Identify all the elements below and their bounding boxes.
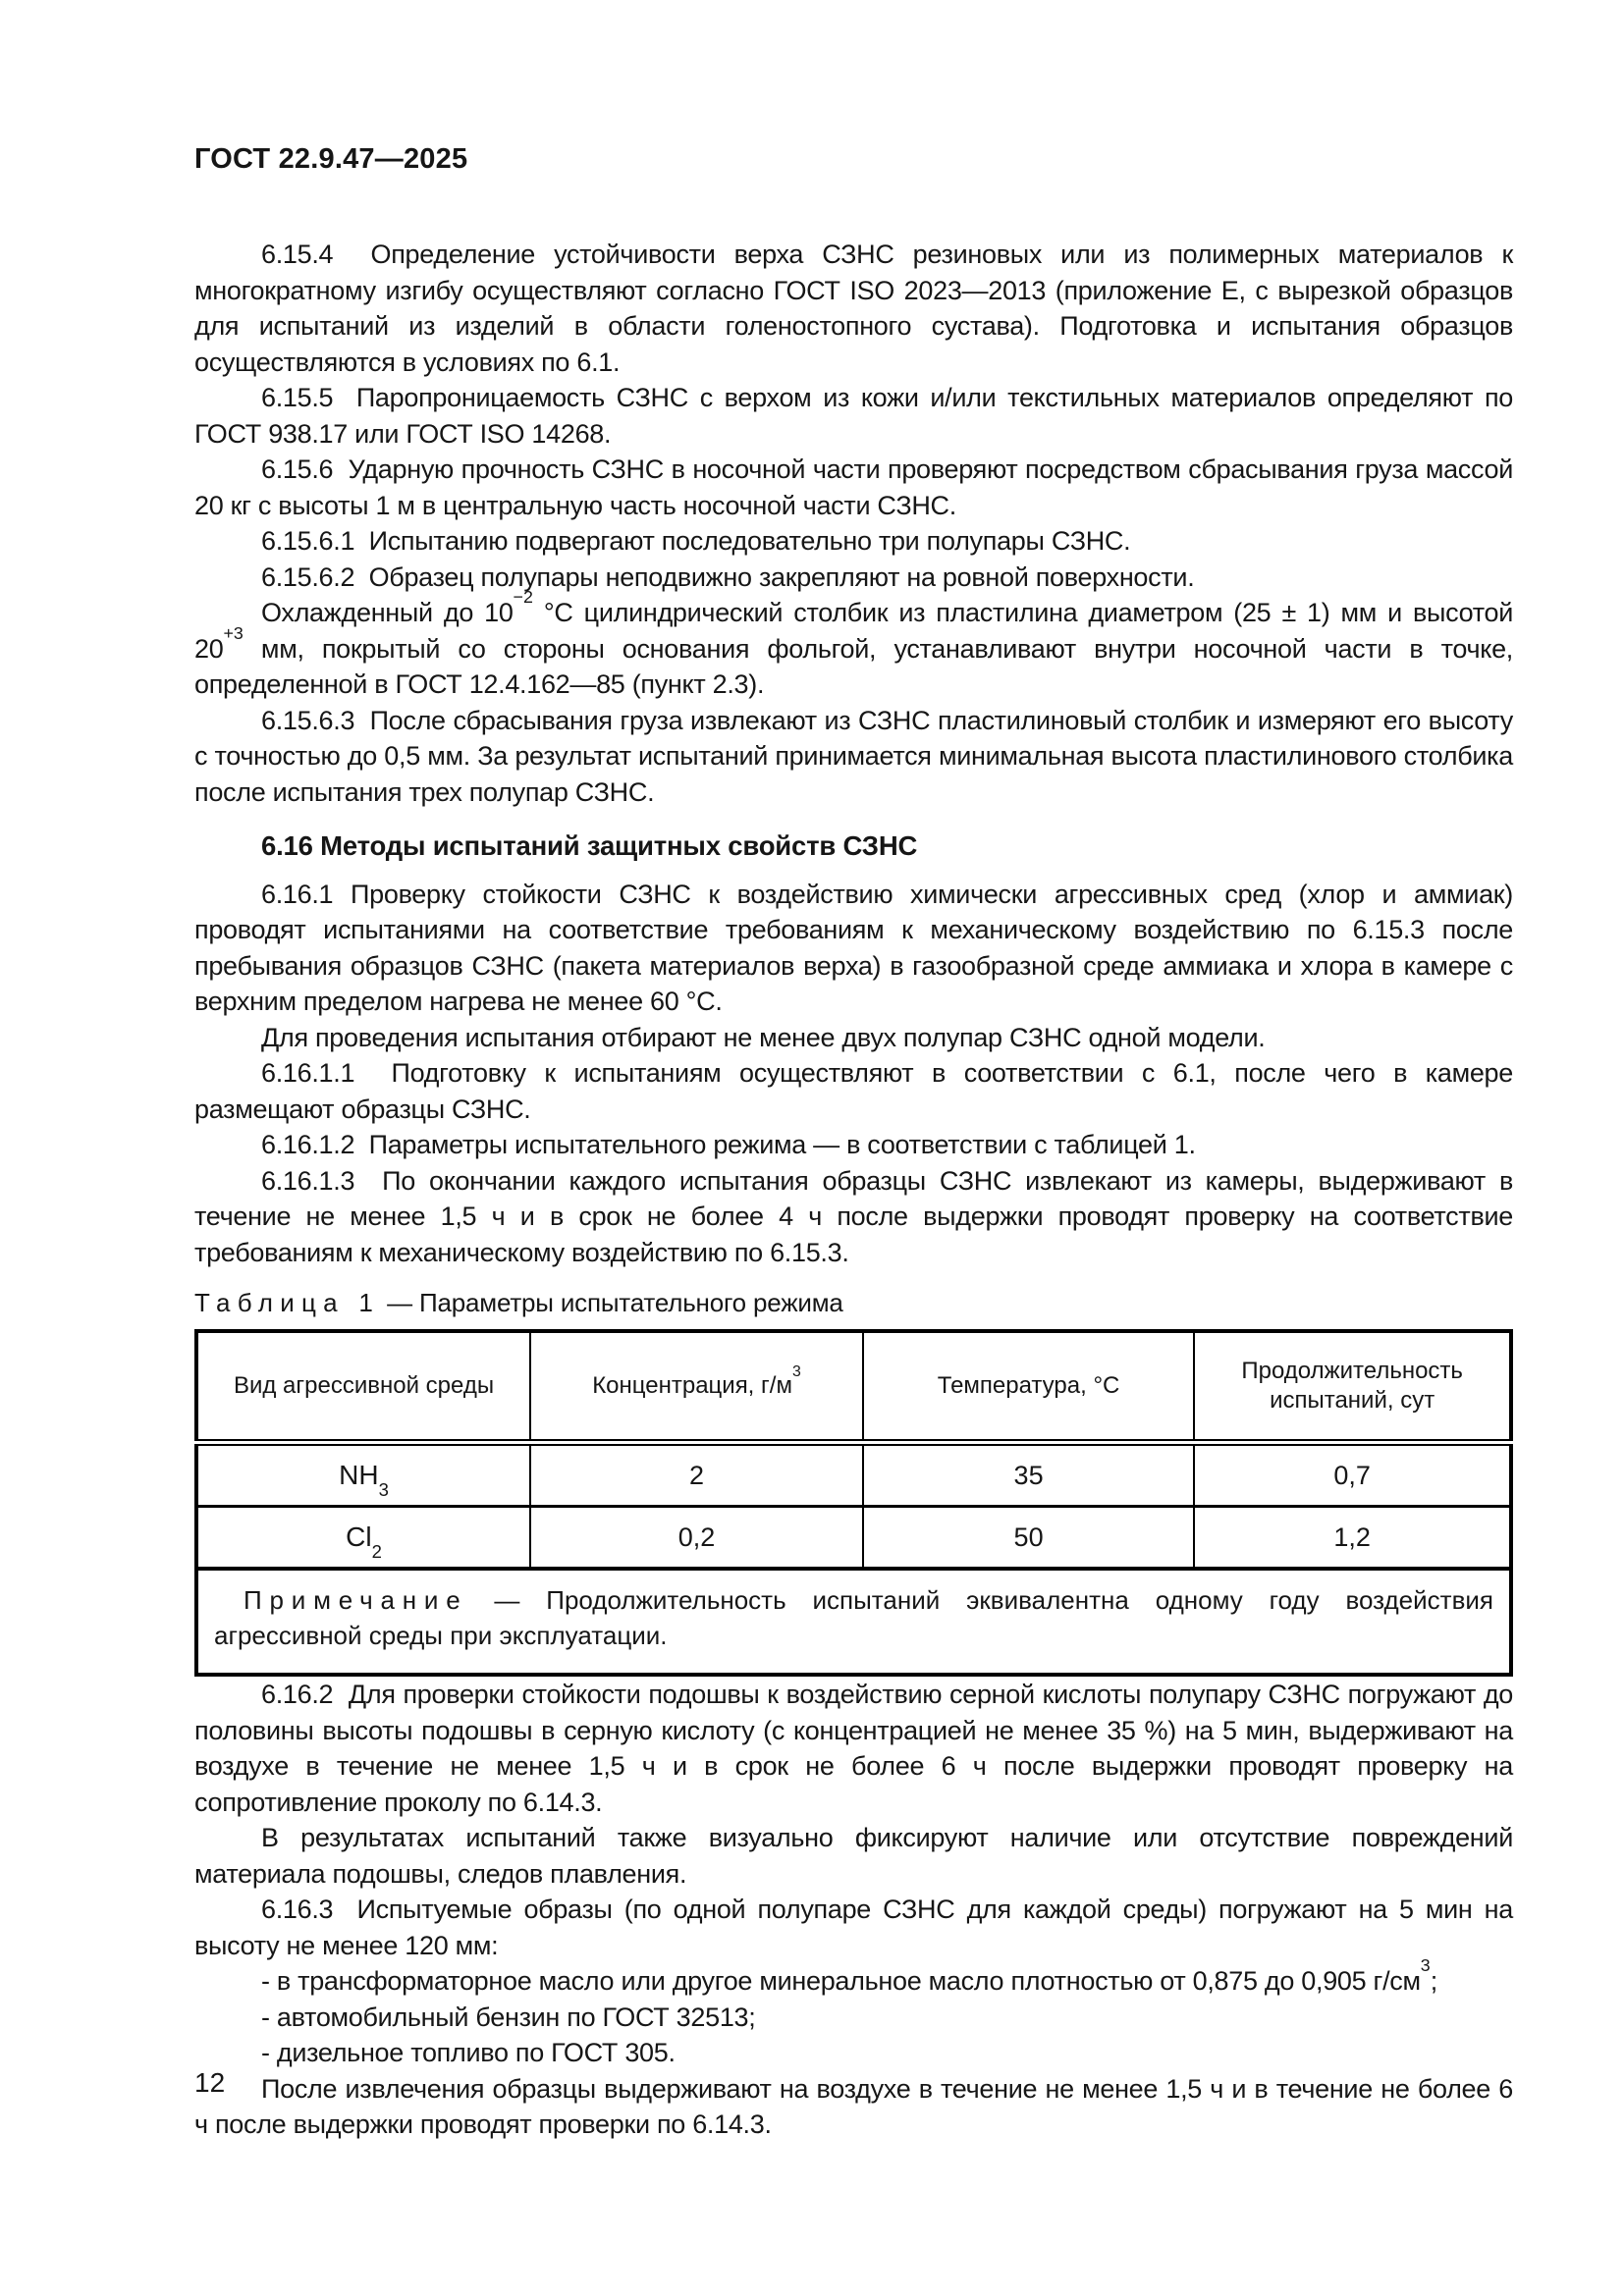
paragraph-6-16-3: 6.16.3 Испытуемые образы (по одной полупаре СЗНС для каждой среды) погружают на 5 мин на высоту не менее 120 мм: [194, 1895, 1513, 1960]
superscript-plus3: +3 [223, 622, 244, 643]
table1-caption [194, 1286, 1513, 1319]
standard-code: ГОСТ 22.9.47—2025 [194, 143, 468, 175]
cell-temperature: 35 [863, 1443, 1194, 1507]
list-item-diesel: - дизельное топливо по ГОСТ 305. [261, 2038, 676, 2067]
paragraph-visual-check: В результатах испытаний также визуально фиксируют наличие или отсутствие повреждений материала подошвы, следов плавления. [194, 1823, 1513, 1889]
paragraph-sample-selection: Для проведения испытания отбирают не менее двух полупар СЗНС одной модели. [261, 1022, 1266, 1052]
text-segment: Охлажденный до 10 [261, 598, 514, 627]
cell-temperature: 50 [863, 1507, 1194, 1570]
paragraph-6-15-4: 6.15.4 Определение устойчивости верха СЗНС резиновых или из полимерных материалов к многократному изгибу осуществляют согласно ГОСТ ISO 2023—2013 (приложение Е, с вырезкой образцов для испытаний из изделий в области голеностопного сустава). Подготовка и испытания образцов осуществляются в условиях по 6.1. [194, 240, 1513, 377]
table1-caption-label: Таблица 1 [194, 1288, 381, 1317]
text-segment: °С цилиндрический столбик из пластилина диаметром (25 ± 1) мм и высотой 20 [194, 598, 1513, 664]
col-header-medium: Вид агрессивной среды [196, 1331, 530, 1443]
superscript-minus2: −2 [513, 587, 533, 608]
cell-concentration: 2 [530, 1443, 863, 1507]
table-note-label: Примечание [244, 1585, 468, 1615]
paragraph-6-16-1-2: 6.16.1.2 Параметры испытательного режима — в соответствии с таблицей 1. [261, 1130, 1196, 1159]
page-number: 12 [194, 2067, 226, 2098]
paragraph-6-15-6-2: 6.15.6.2 Образец полупары неподвижно закрепляют на ровной поверхности. [261, 561, 1195, 592]
formula-subscript: 2 [371, 1540, 382, 1562]
cell-formula-nh3 [196, 1443, 530, 1507]
table-note-row [196, 1569, 1511, 1675]
text-segment: - в трансформаторное масло или другое минеральное масло плотностью от 0,875 до 0,905 г/см [261, 1966, 1421, 1996]
formula-base: Cl [346, 1522, 372, 1552]
text-segment: ; [1430, 1966, 1437, 1996]
formula-subscript: 3 [378, 1478, 389, 1500]
cell-duration: 0,7 [1194, 1443, 1511, 1507]
paragraph-6-16-2: 6.16.2 Для проверки стойкости подошвы к воздействию серной кислоты полупару СЗНС погружают до половины высоты подошвы в серную кислоту (с концентрацией не менее 35 %) на 5 мин, выдерживают на воздухе в течение не менее 1,5 ч и в срок не более 6 ч после выдержки проводят проверку на сопротивление проколу по 6.14.3. [194, 1680, 1513, 1817]
text-segment: мм, покрытый со стороны основания фольгой, устанавливают внутри носочной части в точке, определенной в ГОСТ 12.4.162—85 (пункт 2.3). [194, 633, 1513, 699]
paragraph-6-16-1: 6.16.1 Проверку стойкости СЗНС к воздействию химически агрессивных сред (хлор и аммиак) проводят испытаниями на соответствие требованиям к механическому воздействию по 6.15.3 после пребывания образцов СЗНС (пакета материалов верха) в газообразной среде аммиака и хлора в камере с верхним пределом нагрева не менее 60 °С. [194, 879, 1513, 1016]
table1-caption-title: — Параметры испытательного режима [380, 1288, 843, 1317]
superscript-3: 3 [791, 1363, 801, 1381]
paragraph-6-16-1-3: 6.16.1.3 По окончании каждого испытания образцы СЗНС извлекают из камеры, выдерживают в течение не менее 1,5 ч и в срок не более 4 ч после выдержки проводят проверку на соответствие требованиям к механическому воздействию по 6.15.3. [194, 1165, 1513, 1267]
list-item-oil [194, 1955, 1513, 2000]
paragraph-6-15-6-1: 6.15.6.1 Испытанию подвергают последовательно три полупары СЗНС. [261, 526, 1131, 556]
paragraph-6-15-5: 6.15.5 Паропроницаемость СЗНС с верхом из кожи и/или текстильных материалов определяют по ГОСТ 938.17 или ГОСТ ISO 14268. [194, 383, 1513, 449]
table-note [196, 1569, 1511, 1675]
cell-concentration: 0,2 [530, 1507, 863, 1570]
superscript-3: 3 [1420, 1955, 1431, 1976]
text-segment: Концентрация, г/м [592, 1372, 792, 1399]
table-row [196, 1507, 1511, 1570]
formula-base: NH [339, 1460, 379, 1490]
col-header-temperature: Температура, °С [863, 1331, 1194, 1443]
section-heading-6-16: 6.16 Методы испытаний защитных свойств СЗНС [261, 830, 918, 861]
paragraph-after-extraction: После извлечения образцы выдерживают на воздухе в течение не менее 1,5 ч и в течение не более 6 ч после выдержки проводят проверки по 6.14.3. [194, 2073, 1513, 2139]
col-header-concentration [530, 1331, 863, 1443]
cell-duration: 1,2 [1194, 1507, 1511, 1570]
table-row [196, 1443, 1511, 1507]
paragraph-6-15-6-3: 6.15.6.3 После сбрасывания груза извлекают из СЗНС пластилиновый столбик и измеряют его высоту с точностью до 0,5 мм. За результат испытаний принимается минимальная высота пластилинового столбика после испытания трех полупар СЗНС. [194, 705, 1513, 807]
table-header-row [196, 1331, 1511, 1443]
paragraph-cooled-cylinder [194, 587, 1513, 703]
cell-formula-cl2 [196, 1507, 530, 1570]
test-parameters-table [194, 1329, 1513, 1677]
page-body [194, 237, 1513, 2143]
paragraph-6-15-6: 6.15.6 Ударную прочность СЗНС в носочной части проверяют посредством сбрасывания груза массой 20 кг с высоты 1 м в центральную часть носочной части СЗНС. [194, 454, 1513, 520]
paragraph-6-16-1-1: 6.16.1.1 Подготовку к испытаниям осуществляют в соответствии с 6.1, после чего в камере размещают образцы СЗНС. [194, 1058, 1513, 1124]
table-note-text: — Продолжительность испытаний эквивалентна одному году воздействия агрессивной среды при эксплуатации. [214, 1585, 1493, 1650]
col-header-duration: Продолжительность испытаний, сут [1194, 1331, 1511, 1443]
list-item-petrol: - автомобильный бензин по ГОСТ 32513; [261, 2002, 756, 2032]
